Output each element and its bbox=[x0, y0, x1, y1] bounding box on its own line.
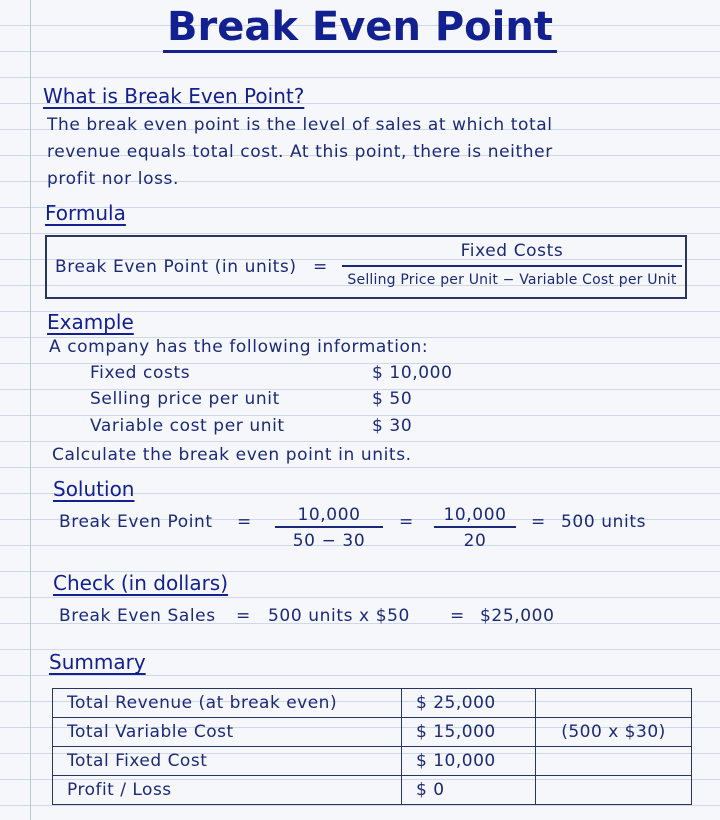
solution-result: 500 units bbox=[561, 512, 647, 532]
formula-lhs: Break Even Point (in units) bbox=[55, 257, 297, 277]
summary-row-total-revenue bbox=[53, 689, 692, 718]
example-item-label-variable-cost: Variable cost per unit bbox=[90, 416, 285, 436]
summary-cell-label: Total Variable Cost bbox=[53, 718, 402, 747]
solution-fraction-2-numerator: 10,000 bbox=[443, 505, 507, 525]
example-item-value-selling-price: $ 50 bbox=[372, 389, 413, 409]
solution-heading: Solution bbox=[53, 477, 135, 501]
definition-line-1: The break even point is the level of sales at which total bbox=[47, 115, 553, 135]
definition-line-2: revenue equals total cost. At this point, there is neither bbox=[47, 142, 553, 162]
example-heading: Example bbox=[47, 310, 134, 334]
summary-cell-label: Profit / Loss bbox=[53, 776, 402, 805]
summary-cell-value: $ 10,000 bbox=[402, 747, 536, 776]
page-title bbox=[0, 4, 720, 50]
summary-cell-value: $ 0 bbox=[402, 776, 536, 805]
check-heading: Check (in dollars) bbox=[53, 571, 229, 595]
formula-box bbox=[45, 235, 687, 299]
notebook-margin-line bbox=[30, 0, 31, 820]
check-equals-2: = bbox=[450, 606, 465, 626]
check-result: $25,000 bbox=[480, 606, 555, 626]
example-item-value-fixed-costs: $ 10,000 bbox=[372, 363, 453, 383]
formula-fraction-line bbox=[342, 265, 682, 267]
solution-equals-1: = bbox=[237, 512, 252, 532]
formula-denominator: Selling Price per Unit − Variable Cost per Unit bbox=[347, 272, 677, 288]
summary-cell-note bbox=[536, 776, 692, 805]
summary-cell-note: (500 x $30) bbox=[536, 718, 692, 747]
page-title-text: Break Even Point bbox=[163, 4, 557, 53]
summary-cell-note bbox=[536, 689, 692, 718]
summary-cell-value: $ 15,000 bbox=[402, 718, 536, 747]
formula-numerator: Fixed Costs bbox=[460, 241, 564, 261]
summary-row-total-variable-cost bbox=[53, 718, 692, 747]
check-lhs: Break Even Sales bbox=[59, 606, 216, 626]
example-intro: A company has the following information: bbox=[49, 337, 429, 357]
formula-equals: = bbox=[313, 257, 328, 277]
example-item-label-selling-price: Selling price per unit bbox=[90, 389, 280, 409]
definition-line-3: profit nor loss. bbox=[47, 169, 179, 189]
solution-fraction-2-denominator: 20 bbox=[463, 531, 487, 551]
summary-cell-label: Total Revenue (at break even) bbox=[53, 689, 402, 718]
solution-lhs: Break Even Point bbox=[59, 512, 213, 532]
example-item-value-variable-cost: $ 30 bbox=[372, 416, 413, 436]
solution-equals-2: = bbox=[399, 512, 414, 532]
summary-table bbox=[52, 688, 692, 805]
summary-cell-label: Total Fixed Cost bbox=[53, 747, 402, 776]
example-item-label-fixed-costs: Fixed costs bbox=[90, 363, 191, 383]
example-task: Calculate the break even point in units. bbox=[52, 445, 412, 465]
summary-cell-value: $ 25,000 bbox=[402, 689, 536, 718]
definition-heading: What is Break Even Point? bbox=[43, 84, 305, 108]
summary-heading: Summary bbox=[49, 650, 146, 674]
summary-cell-note bbox=[536, 747, 692, 776]
solution-equals-3: = bbox=[531, 512, 546, 532]
solution-fraction-1-line bbox=[275, 526, 383, 528]
summary-row-total-fixed-cost bbox=[53, 747, 692, 776]
check-expression: 500 units x $50 bbox=[268, 606, 410, 626]
solution-fraction-1-numerator: 10,000 bbox=[297, 505, 361, 525]
summary-row-profit-loss bbox=[53, 776, 692, 805]
check-equals-1: = bbox=[236, 606, 251, 626]
solution-fraction-2-line bbox=[434, 526, 516, 528]
formula-heading: Formula bbox=[45, 201, 126, 225]
solution-fraction-1-denominator: 50 − 30 bbox=[292, 531, 366, 551]
